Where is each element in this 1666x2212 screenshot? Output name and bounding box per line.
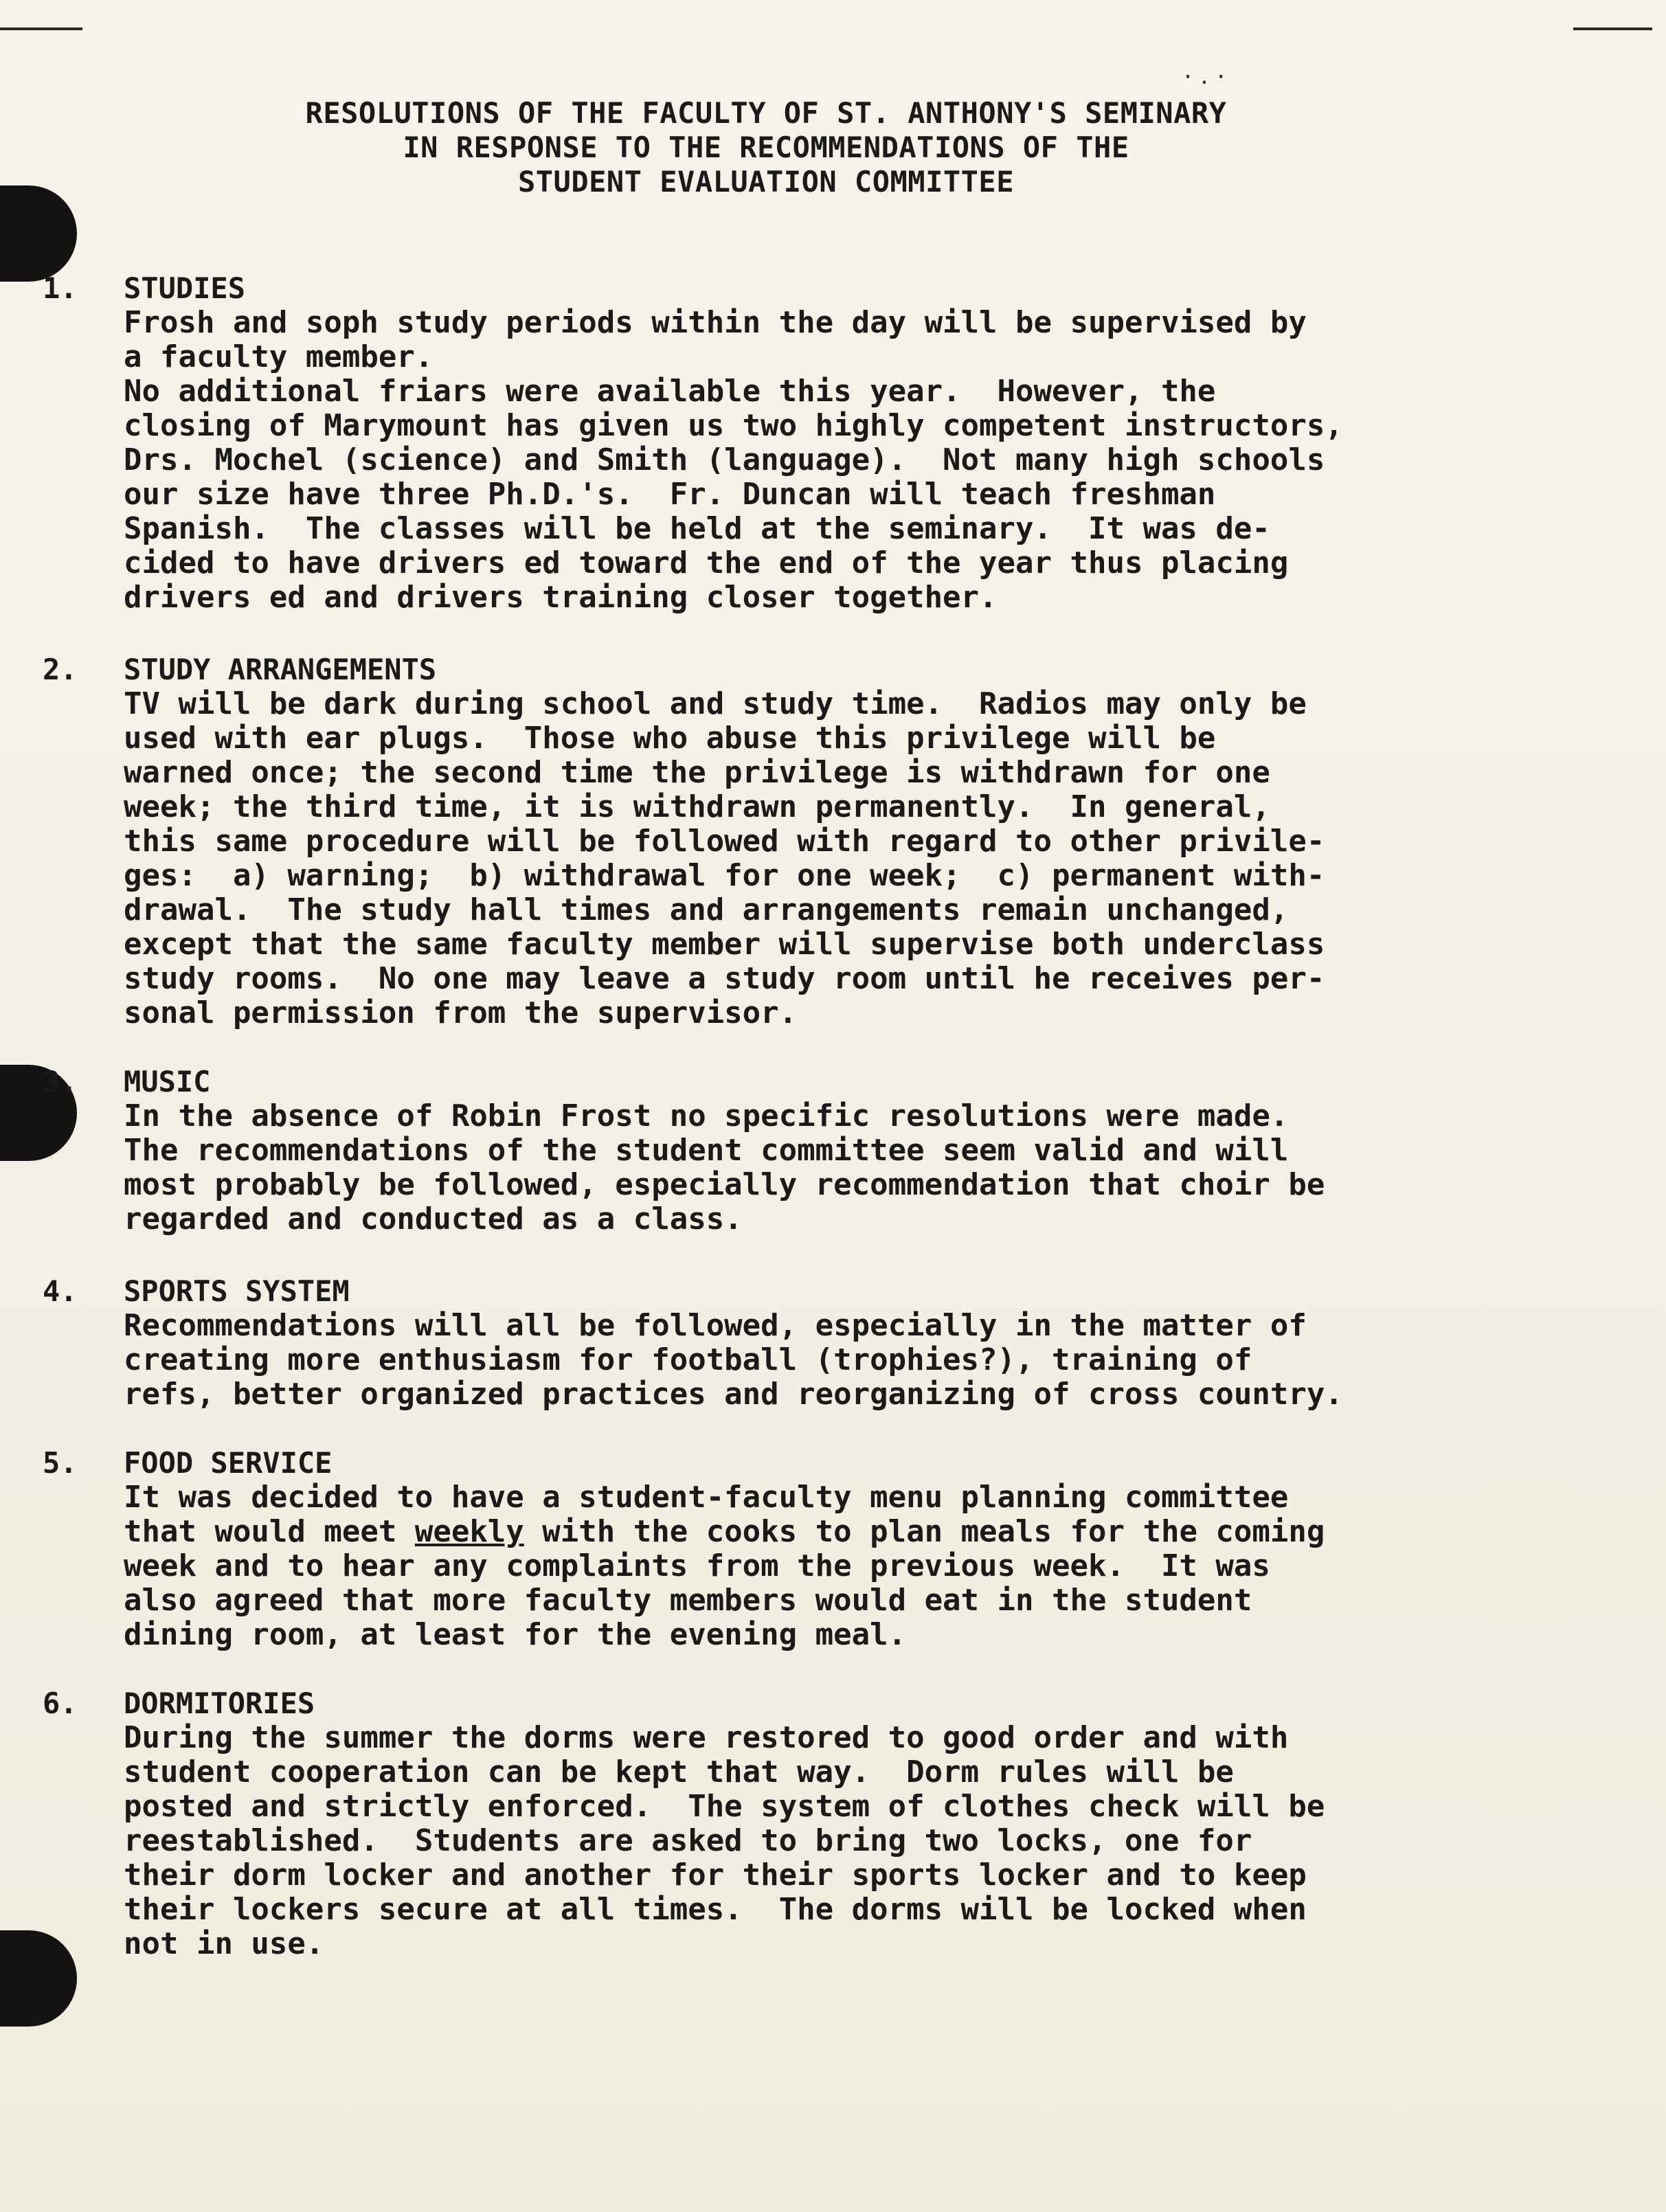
section-number: 3. — [43, 1065, 78, 1098]
body-line: ges: a) warning; b) withdrawal for one week; c) permanent with- — [124, 858, 1325, 893]
body-line: week; the third time, it is withdrawn permanently. In general, — [124, 789, 1270, 824]
punch-hole-top — [0, 185, 77, 282]
section-heading: STUDY ARRANGEMENTS — [124, 653, 437, 686]
body-line: posted and strictly enforced. The system of clothes check will be — [124, 1789, 1325, 1824]
body-line: study rooms. No one may leave a study room until he receives per- — [124, 961, 1325, 996]
section-heading: STUDIES — [124, 271, 246, 305]
section-number: 4. — [43, 1274, 78, 1308]
body-line: closing of Marymount has given us two highly competent instructors, — [124, 408, 1343, 443]
body-line: our size have three Ph.D.'s. Fr. Duncan will teach freshman — [124, 477, 1216, 512]
section-heading: MUSIC — [124, 1065, 211, 1098]
body-line: sonal permission from the supervisor. — [124, 995, 798, 1030]
body-line: also agreed that more faculty members would eat in the student — [124, 1583, 1252, 1618]
section-body — [124, 1480, 1580, 1652]
section-number: 6. — [43, 1686, 78, 1720]
body-line: drivers ed and drivers training closer together. — [124, 580, 998, 615]
body-line: Recommendations will all be followed, especially in the matter of — [124, 1308, 1307, 1343]
section-heading: SPORTS SYSTEM — [124, 1274, 350, 1308]
title-line: RESOLUTIONS OF THE FACULTY OF ST. ANTHONY'S SEMINARY — [305, 96, 1227, 130]
body-line: Frosh and soph study periods within the day will be supervised by — [124, 305, 1307, 340]
body-line: week and to hear any complaints from the previous week. It was — [124, 1548, 1270, 1583]
title-line: IN RESPONSE TO THE RECOMMENDATIONS OF THE — [403, 131, 1129, 164]
body-line: It was decided to have a student-faculty menu planning committee — [124, 1480, 1289, 1515]
edge-mark-right — [1573, 27, 1652, 30]
body-line: The recommendations of the student committee seem valid and will — [124, 1133, 1289, 1168]
body-line: reestablished. Students are asked to bring two locks, one for — [124, 1823, 1252, 1858]
body-line: drawal. The study hall times and arrangements remain unchanged, — [124, 892, 1289, 927]
body-line: that would meet weekly with the cooks to plan meals for the coming — [124, 1514, 1325, 1549]
section-body — [124, 306, 1580, 615]
body-line: In the absence of Robin Frost no specific resolutions were made. — [124, 1098, 1289, 1133]
body-line: this same procedure will be followed with regard to other privile- — [124, 824, 1325, 859]
body-line: dining room, at least for the evening meal. — [124, 1617, 907, 1652]
body-line: a faculty member. — [124, 339, 434, 374]
section-number: 1. — [43, 271, 78, 305]
section-body — [124, 1309, 1580, 1412]
body-line: TV will be dark during school and study time. Radios may only be — [124, 686, 1307, 721]
ink-specks: ·.· — [1182, 65, 1232, 89]
body-line: cided to have drivers ed toward the end of the year thus placing — [124, 545, 1289, 580]
punch-hole-bottom — [0, 1930, 77, 2027]
section-body — [124, 1721, 1580, 1961]
title-line: STUDENT EVALUATION COMMITTEE — [517, 165, 1014, 199]
body-line: No additional friars were available this year. However, the — [124, 374, 1216, 409]
underlined-word: weekly — [414, 1514, 524, 1549]
document-title — [0, 96, 1532, 199]
body-line: During the summer the dorms were restored to good order and with — [124, 1720, 1289, 1755]
body-line: not in use. — [124, 1926, 324, 1961]
body-line: warned once; the second time the privilege is withdrawn for one — [124, 755, 1270, 790]
body-line: student cooperation can be kept that way. Dorm rules will be — [124, 1754, 1234, 1790]
section-body — [124, 1099, 1580, 1237]
body-line: their lockers secure at all times. The dorms will be locked when — [124, 1892, 1307, 1927]
section-number: 2. — [43, 653, 78, 686]
body-line: their dorm locker and another for their sports locker and to keep — [124, 1858, 1307, 1893]
body-line: regarded and conducted as a class. — [124, 1201, 743, 1237]
edge-mark-left — [0, 27, 82, 30]
section-heading: DORMITORIES — [124, 1686, 315, 1720]
section-heading: FOOD SERVICE — [124, 1446, 333, 1480]
body-line: Drs. Mochel (science) and Smith (language). Not many high schools — [124, 442, 1325, 477]
body-line: most probably be followed, especially recommendation that choir be — [124, 1167, 1325, 1202]
section-body — [124, 687, 1580, 1030]
body-line: refs, better organized practices and reorganizing of cross country. — [124, 1377, 1343, 1412]
body-line: creating more enthusiasm for football (trophies?), training of — [124, 1342, 1252, 1377]
section-number: 5. — [43, 1446, 78, 1480]
body-line: except that the same faculty member will supervise both underclass — [124, 927, 1325, 962]
body-line: used with ear plugs. Those who abuse this privilege will be — [124, 721, 1216, 756]
body-line: Spanish. The classes will be held at the seminary. It was de- — [124, 511, 1270, 546]
